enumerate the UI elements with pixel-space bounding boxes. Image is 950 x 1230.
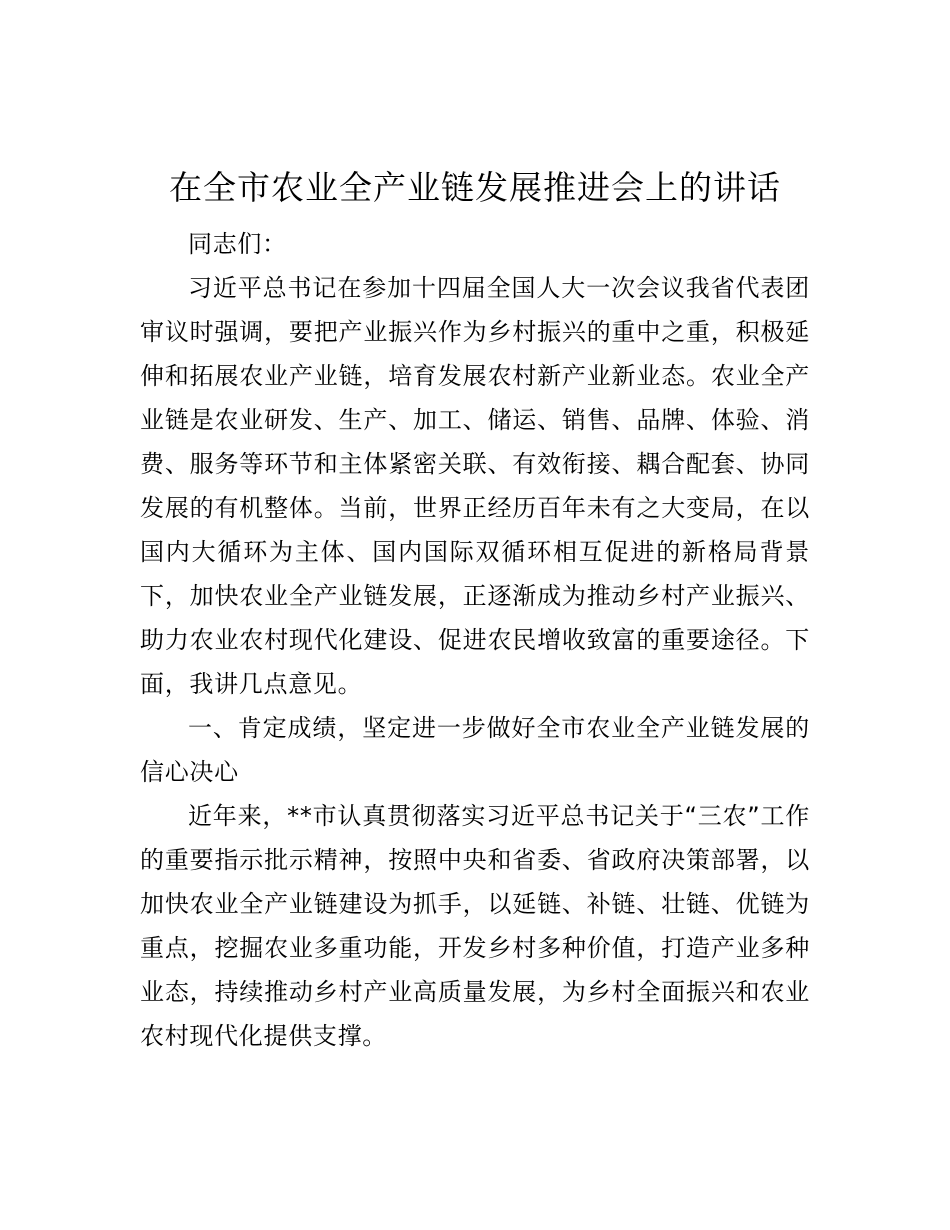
document-body [140,222,810,1058]
paragraph-section-1: 近年来，**市认真贯彻落实习近平总书记关于“三农”工作的重要指示批示精神，按照中央和省委、省政府决策部署，以加快农业全产业链建设为抓手，以延链、补链、壮链、优链为重点，挖掘农业多重功能，开发乡村多种价值，打造产业多种业态，持续推动乡村产业高质量发展，为乡村全面振兴和农业农村现代化提供支撑。 [140,802,810,1050]
paragraph-intro: 习近平总书记在参加十四届全国人大一次会议我省代表团审议时强调，要把产业振兴作为乡村振兴的重中之重，积极延伸和拓展农业产业链，培育发展农村新产业新业态。农业全产业链是农业研发、生产、加工、储运、销售、品牌、体验、消费、服务等环节和主体紧密关联、有效衔接、耦合配套、协同发展的有机整体。当前，世界正经历百年未有之大变局，在以国内大循环为主体、国内国际双循环相互促进的新格局背景下，加快农业全产业链发展，正逐渐成为推动乡村产业振兴、助力农业农村现代化建设、促进农民增收致富的重要途径。下面，我讲几点意见。 [140,274,810,698]
salutation: 同志们： [188,230,287,258]
section-heading-1: 一、肯定成绩，坚定进一步做好全市农业全产业链发展的信心决心 [140,714,810,786]
document-title: 在全市农业全产业链发展推进会上的讲话 [169,168,781,207]
